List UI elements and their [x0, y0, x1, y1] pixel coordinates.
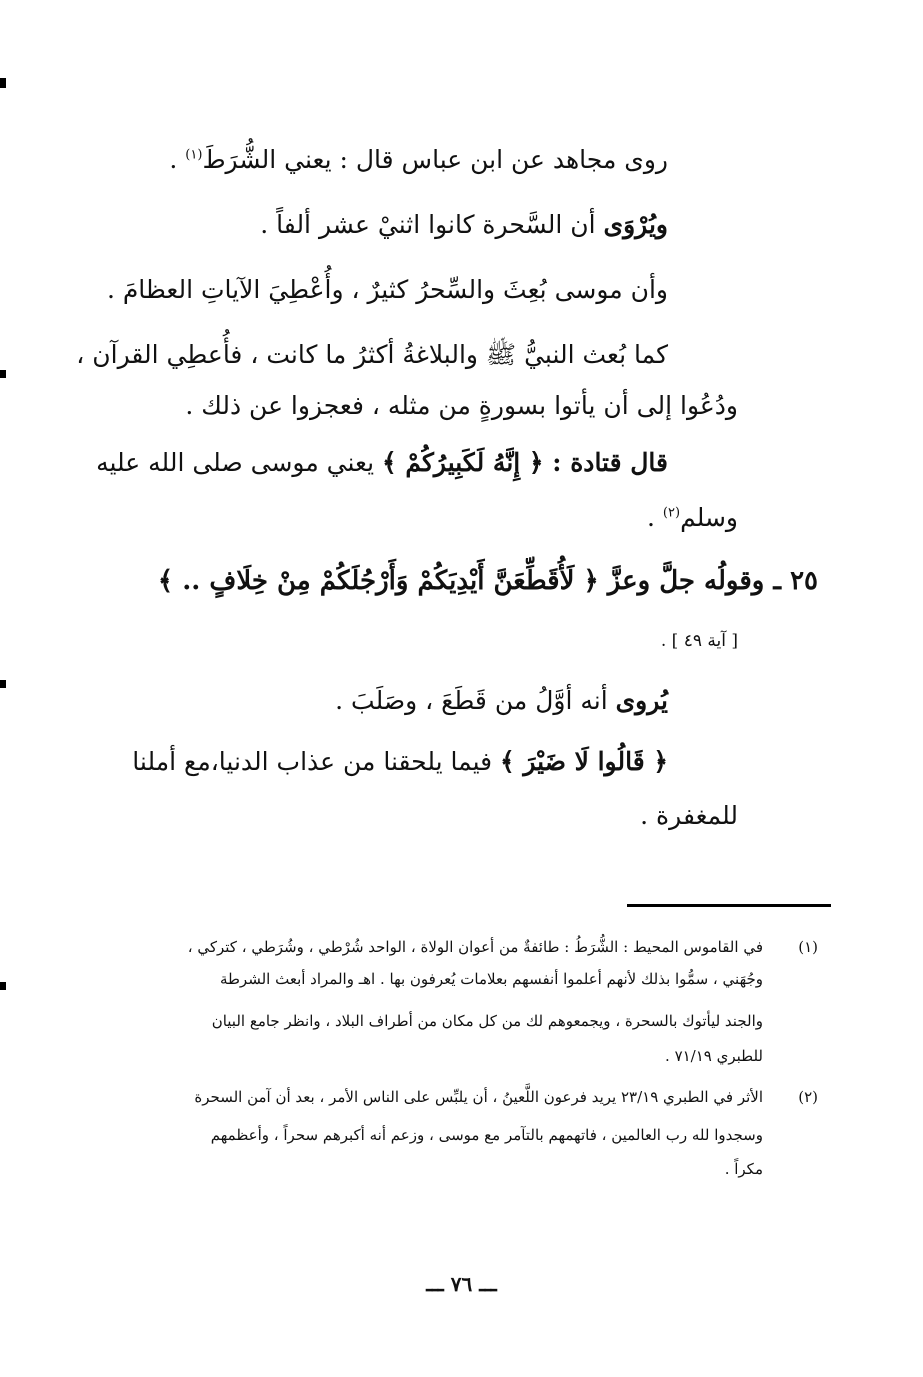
- text-line: ﴿ قَالُوا لَا ضَيْرَ ﴾ فيما يلحقنا من عذاب الدنيا،مع أملنا: [132, 747, 668, 776]
- text-line: يُروى أنه أوَّلُ من قَطَعَ ، وصَلَبَ .: [335, 686, 668, 715]
- scan-edge-mark: [0, 78, 6, 88]
- text-line: ودُعُوا إلى أن يأتوا بسورةٍ من مثله ، فعجزوا عن ذلك .: [185, 391, 738, 420]
- scan-edge-mark: [0, 982, 6, 990]
- footnote-line: في القاموس المحيط : الشُّرَطُ : طائفةٌ من أعوان الولاة ، الواحد شُرْطي ، وشُرَطي ، كتركي ،: [187, 938, 763, 956]
- footnote-number: (٢): [798, 1088, 818, 1106]
- scan-edge-mark: [0, 370, 6, 378]
- text-line: للمغفرة .: [640, 801, 738, 830]
- page-number: ـــ ٧٦ ـــ: [426, 1272, 497, 1296]
- verse-heading: ٢٥ ـ وقولُه جلَّ وعزَّ ﴿ لَأُقَطِّعَنَّ أَيْدِيَكُمْ وَأَرْجُلَكُمْ مِنْ خِلَافٍ .. ﴾: [157, 566, 818, 596]
- footnote-line: وجُهَني ، سمُّوا بذلك لأنهم أعلموا أنفسهم بعلامات يُعرفون بها . اهـ والمراد أبعث الشرطة: [219, 970, 763, 988]
- scan-edge-mark: [0, 680, 6, 688]
- footnote-line: وسجدوا لله رب العالمين ، فاتهمهم بالتآمر مع موسى ، وزعم أنه أكبرهم سحراً ، وأعظمهم: [210, 1126, 763, 1144]
- text-line: روى مجاهد عن ابن عباس قال : يعني الشُّرَطَ$^{(١)}$ .: [169, 145, 668, 174]
- footnote-line: الأثر في الطبري ٢٣/١٩ يريد فرعون اللَّعينُ ، أن يلبِّس على الناس الأمر ، بعد أن آمن السحرة: [194, 1088, 763, 1106]
- text-line: ويُرْوَى أن السَّحرة كانوا اثنيْ عشر ألفاً .: [260, 210, 668, 239]
- footnote-line: للطبري ٧١/١٩ .: [665, 1047, 763, 1065]
- text-line: قال قتادة : ﴿ إِنَّهُ لَكَبِيرُكُمْ ﴾ يعني موسى صلى الله عليه: [96, 448, 668, 477]
- text-line: كما بُعث النبيُّ ﷺ والبلاغةُ أكثرُ ما كانت ، فأُعطِي القرآن ،: [76, 340, 668, 369]
- footnote-number: (١): [798, 938, 818, 956]
- footnote-separator: [627, 904, 831, 907]
- footnote-line: مكراً .: [724, 1160, 763, 1178]
- verse-reference: [ آية ٤٩ ] .: [660, 631, 738, 651]
- text-line: وسلم$^{(٢)}$ .: [647, 503, 738, 532]
- text-line: وأن موسى بُعِثَ والسِّحرُ كثيرٌ ، وأُعْطِيَ الآياتِ العظامَ .: [106, 275, 668, 304]
- footnote-line: والجند ليأتوك بالسحرة ، ويجمعوهم لك من كل مكان من أطراف البلاد ، وانظر جامع البيان: [211, 1012, 763, 1030]
